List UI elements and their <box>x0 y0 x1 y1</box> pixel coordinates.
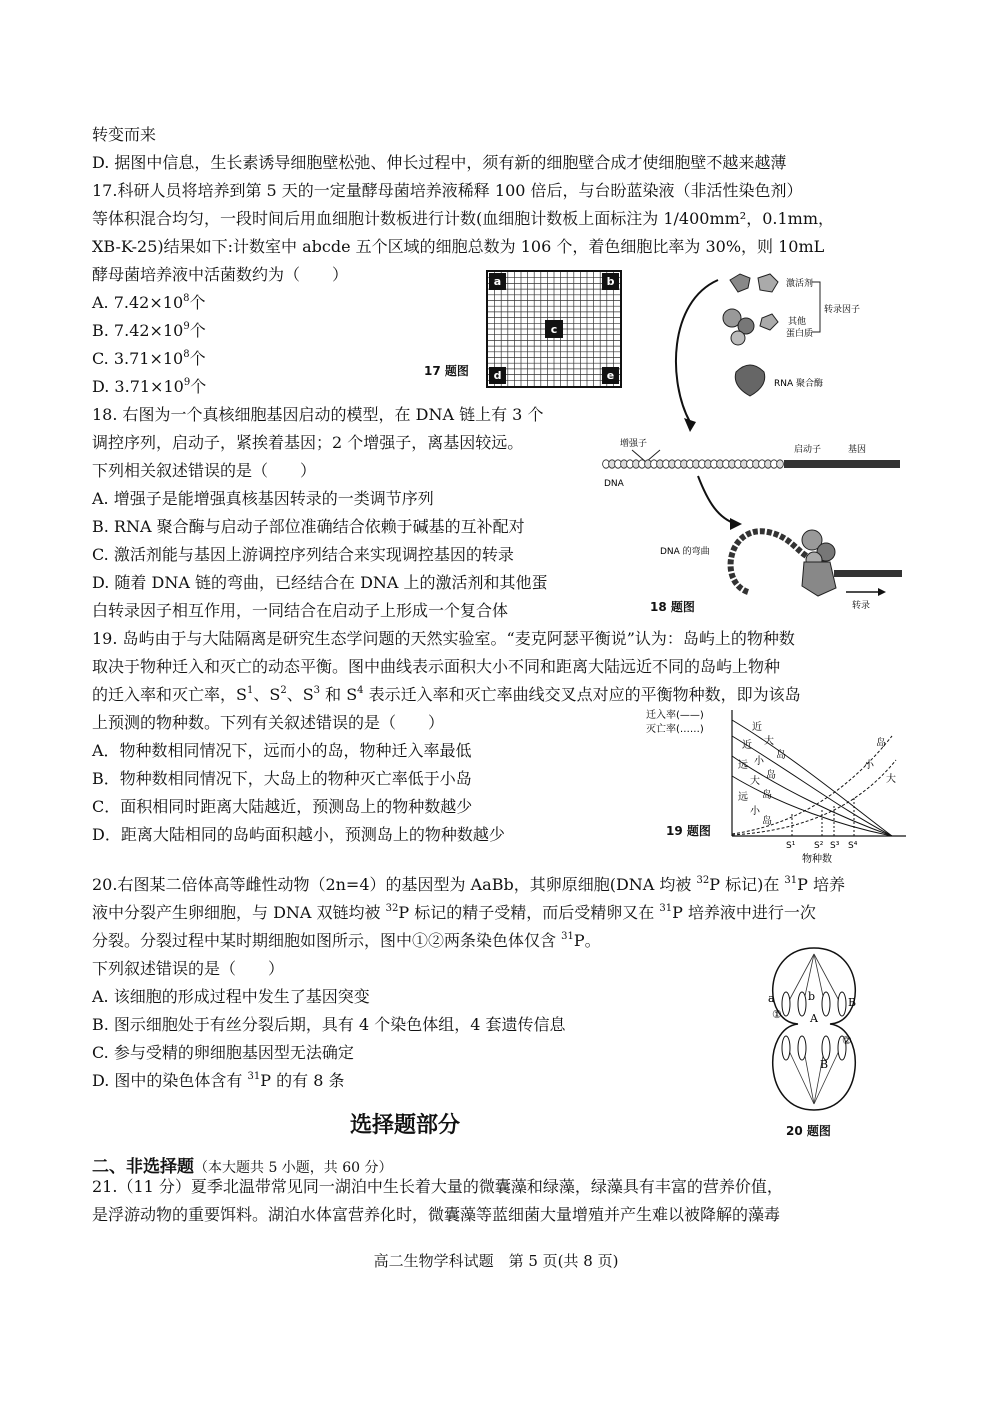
q18-option-a[interactable]: A. 增强子是能增强真核基因转录的一类调节序列 <box>92 489 434 508</box>
page-footer: 高二生物学科试题 第 5 页(共 8 页) <box>373 1252 619 1270</box>
curve-label: 岛 <box>876 738 886 749</box>
tick-s1: S¹ <box>786 841 796 851</box>
gene-label: 基因 <box>848 445 867 455</box>
q19-option-c[interactable]: C．面积相同时距离大陆越近，预测岛上的物种数越少 <box>92 797 473 816</box>
allele-label: B <box>820 1058 829 1071</box>
curve-label: 远 <box>738 792 748 803</box>
curve-label: 大 <box>750 776 760 787</box>
q17-option-c[interactable]: C. $3.71\times 10^8$个 <box>92 349 206 368</box>
other-protein-label-2: 蛋白质 <box>786 329 814 339</box>
q20-option-c[interactable]: C. 参与受精的卵细胞基因型无法确定 <box>92 1043 354 1062</box>
q20-stem-4: 下列叙述错误的是（ ） <box>92 959 285 978</box>
q17-option-a[interactable]: A. $7.42\times 10^8$个 <box>92 293 206 312</box>
promoter-label: 启动子 <box>794 445 822 455</box>
cell-a-label: a <box>493 275 502 288</box>
q17-option-b[interactable]: B. $7.42\times 10^9$个 <box>92 321 206 340</box>
cell-e-label: e <box>606 369 615 382</box>
cell-d-label: d <box>493 369 502 382</box>
curve-label: 小 <box>750 806 760 817</box>
q18-stem-3: 下列相关叙述错误的是（ ） <box>92 461 317 480</box>
island-equilibrium-figure <box>642 706 912 866</box>
tick-s3: S³ <box>830 841 840 851</box>
q17-stem-3: XB-K-25)结果如下:计数室中 abcde 五个区域的细胞总数为 106 个，着色细胞比率为 30%，则 10mL <box>92 237 825 256</box>
figure-17-caption: 17 题图 <box>424 364 469 378</box>
q20-option-b[interactable]: B. 图示细胞处于有丝分裂后期，具有 4 个染色体组，4 套遗传信息 <box>92 1015 566 1034</box>
tick-s4: S⁴ <box>848 841 858 851</box>
enhancer-label: 增强子 <box>620 439 648 449</box>
rna-polymerase-label: RNA 聚合酶 <box>774 379 824 389</box>
curve-label: 岛 <box>762 816 772 827</box>
q17-stem-2: 等体积混合均匀，一段时间后用血细胞计数板进行计数(血细胞计数板上面标注为 1/400mm²，0.1mm， <box>92 209 834 228</box>
curve-label: 小 <box>754 756 764 767</box>
q19-stem-1: 19. 岛屿由于与大陆隔离是研究生态学问题的天然实验室。“麦克阿瑟平衡说”认为：岛屿上的物种数 <box>92 629 795 648</box>
option-d-prev: D. 据图中信息，生长素诱导细胞壁松弛、伸长过程中，须有新的细胞壁合成才使细胞壁不越来越薄 <box>92 153 787 172</box>
curve-label: 大 <box>886 774 896 785</box>
cell-c-label: c <box>550 323 558 336</box>
chromosome-marker: ② <box>842 1034 852 1047</box>
curve-label: 近 <box>742 740 752 751</box>
dividing-cell-figure <box>754 944 874 1114</box>
allele-label: B <box>848 996 857 1009</box>
curve-label: 远 <box>738 760 748 771</box>
text-line: 转变而来 <box>92 125 157 144</box>
q19-option-b[interactable]: B．物种数相同情况下，大岛上的物种灭亡率低于小岛 <box>92 769 472 788</box>
q18-option-c[interactable]: C. 激活剂能与基因上游调控序列结合来实现调控基因的转录 <box>92 545 514 564</box>
x-axis-label: 物种数 <box>802 854 832 865</box>
chromosome-marker: ① <box>772 1008 782 1021</box>
q18-option-b[interactable]: B. RNA 聚合酶与启动子部位准确结合依赖于碱基的互补配对 <box>92 517 525 536</box>
q20-stem-2: 液中分裂产生卵细胞，与 DNA 双链均被 $^{32}$P 标记的精子受精，而后受精卵又在 $^{31}$P 培养液中进行一次 <box>92 903 816 922</box>
q19-option-a[interactable]: A．物种数相同情况下，远而小的岛，物种迁入率最低 <box>92 741 472 760</box>
activator-label: 激活剂 <box>786 279 814 289</box>
gene-activation-figure <box>598 262 906 620</box>
figure-19-caption: 19 题图 <box>666 824 711 838</box>
q21-line-2: 是浮游动物的重要饵料。湖泊水体富营养化时，微囊藻等蓝细菌大量增殖并产生难以被降解的藻毒 <box>92 1205 781 1224</box>
transcription-label: 转录 <box>852 601 871 611</box>
q18-option-d-2: 白转录因子相互作用，一同结合在启动子上形成一个复合体 <box>92 601 509 620</box>
section-2-heading: 二、非选择题（本大题共 5 小题，共 60 分） <box>92 1157 393 1177</box>
dna-label: DNA <box>604 479 624 489</box>
figure-20-caption: 20 题图 <box>786 1124 831 1138</box>
curve-label: 岛 <box>776 750 786 761</box>
q17-option-d[interactable]: D. $3.71\times 10^9$个 <box>92 377 207 396</box>
q21-line-1: 21.（11 分）夏季北温带常见同一湖泊中生长着大量的微囊藻和绿藻，绿藻具有丰富的营养价值， <box>92 1177 783 1196</box>
curve-label: 岛 <box>762 790 772 801</box>
q19-option-d[interactable]: D．距离大陆相同的岛屿面积越小，预测岛上的物种数越少 <box>92 825 505 844</box>
section-title: 选择题部分 <box>350 1113 461 1138</box>
q20-stem-1: 20.右图某二倍体高等雌性动物（2n=4）的基因型为 AaBb，其卵原细胞(DNA 均被 $^{32}$P 标记)在 $^{31}$P 培养 <box>92 875 846 894</box>
tick-s2: S² <box>814 841 824 851</box>
q18-option-d-1[interactable]: D. 随着 DNA 链的弯曲，已经结合在 DNA 上的激活剂和其他蛋 <box>92 573 548 592</box>
legend-extinction: 灭亡率(……) <box>646 724 704 735</box>
curve-label: 近 <box>752 722 762 733</box>
curve-label: 岛 <box>766 770 776 781</box>
q18-stem-1: 18. 右图为一个真核细胞基因启动的模型，在 DNA 链上有 3 个 <box>92 405 544 424</box>
allele-label: A <box>810 1012 818 1025</box>
q17-stem-4: 酵母菌培养液中活菌数约为（ ） <box>92 265 349 284</box>
allele-label: a <box>768 992 775 1005</box>
other-protein-label-1: 其他 <box>788 317 807 327</box>
curve-label: 小 <box>864 760 874 771</box>
allele-label: b <box>808 990 816 1003</box>
legend-immigration: 迁入率(——) <box>646 710 704 721</box>
q19-stem-4: 上预测的物种数。下列有关叙述错误的是（ ） <box>92 713 445 732</box>
q17-stem-1: 17.科研人员将培养到第 5 天的一定量酵母菌培养液稀释 100 倍后，与台盼蓝染液（非活性染色剂） <box>92 181 803 200</box>
q19-stem-2: 取决于物种迁入和灭亡的动态平衡。图中曲线表示面积大小不同和距离大陆远近不同的岛屿上物种 <box>92 657 781 676</box>
q20-option-a[interactable]: A. 该细胞的形成过程中发生了基因突变 <box>92 987 370 1006</box>
q18-stem-2: 调控序列，启动子，紧挨着基因；2 个增强子，离基因较远。 <box>92 433 524 452</box>
curve-label: 大 <box>764 736 774 747</box>
q20-option-d[interactable]: D. 图中的染色体含有 $^{31}$P 的有 8 条 <box>92 1071 345 1090</box>
tf-label: 转录因子 <box>824 305 861 315</box>
figure-18-caption: 18 题图 <box>650 600 695 614</box>
q19-stem-3: 的迁入率和灭亡率，$S^1$、$S^2$、$S^3$ 和 $S^4$ 表示迁入率和灭亡率曲线交叉点对应的平衡物种数，即为该岛 <box>92 685 801 704</box>
dna-bend-label: DNA 的弯曲 <box>660 547 710 557</box>
q20-stem-3: 分裂。分裂过程中某时期细胞如图所示，图中①②两条染色体仅含 $^{31}$P。 <box>92 931 601 950</box>
cell-b-label: b <box>606 275 615 288</box>
